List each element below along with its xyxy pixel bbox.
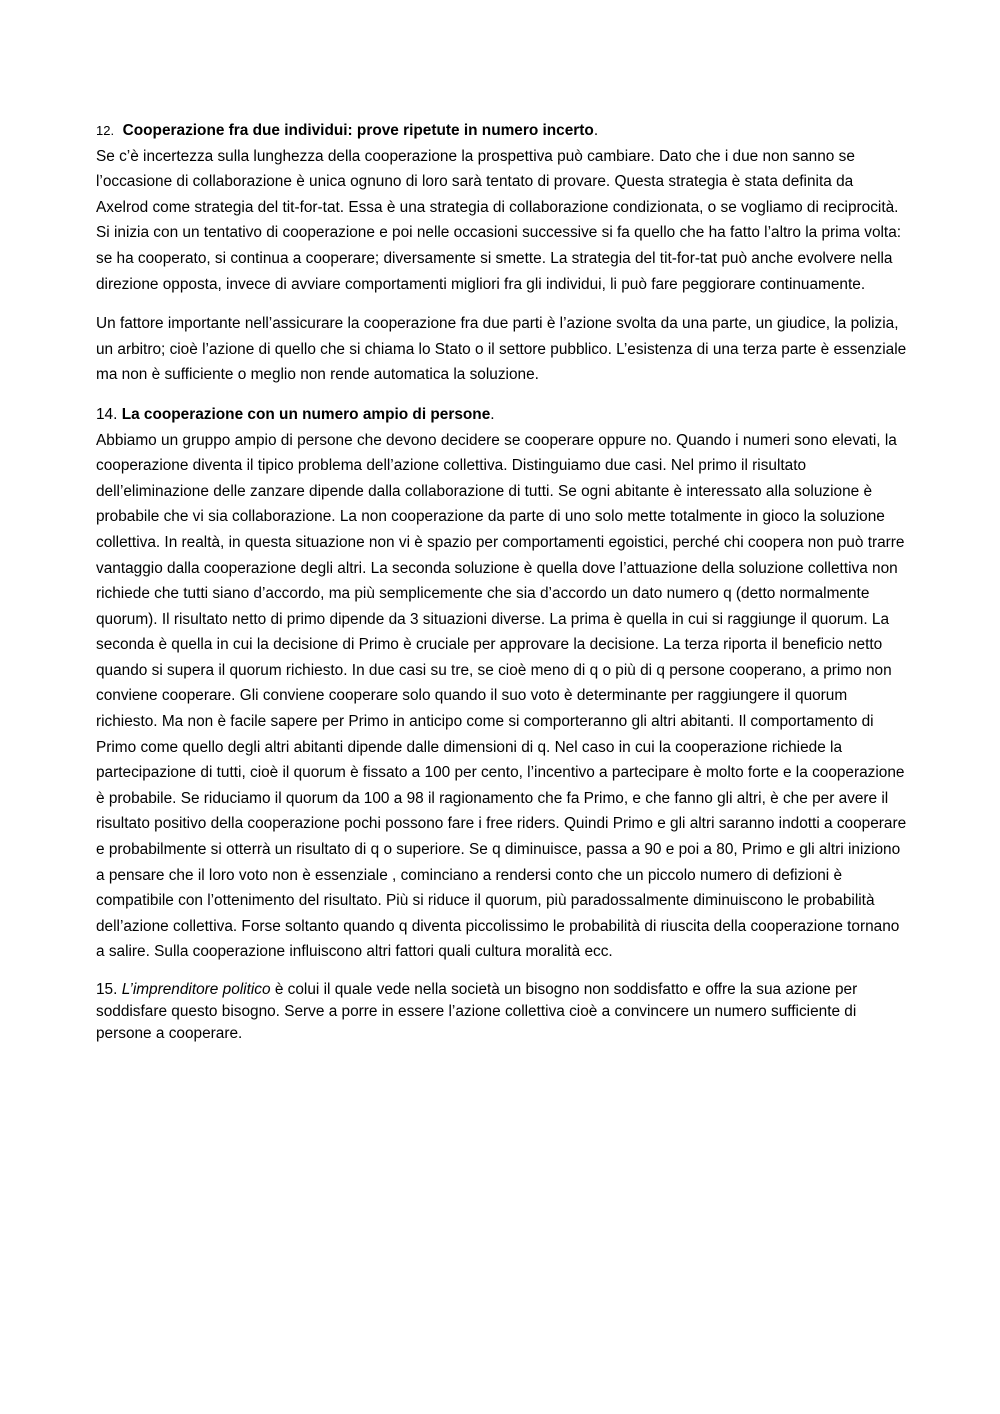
- section-14-number: 14.: [96, 405, 118, 423]
- section-12-body: Se c’è incertezza sulla lunghezza della cooperazione la prospettiva può cambiare. Dato che i due non sanno se l’occasione di collaborazione è unica ognuno di loro sarà tentato di provare. Questa strategia è stata definita da Axelrod come strategia del tit-for-tat. Essa è una strategia di collaborazione condizionata, o se vogliamo di reciprocità. Si inizia con un tentativo di cooperazione e poi nelle occasioni successive si fa quello che ha fatto l’altro la prima volta: se ha cooperato, si continua a cooperare; diversamente si smette. La strategia del tit-for-tat può anche evolvere nella direzione opposta, invece di avviare comportamenti migliori fra gli individui, li può fare peggiorare continuamente.: [96, 147, 902, 293]
- section-14-heading: [96, 402, 908, 428]
- section-14-title: La cooperazione con un numero ampio di persone: [121, 405, 491, 423]
- section-12-heading: [96, 118, 908, 144]
- section-12-title: Cooperazione fra due individui: prove ripetute in numero incerto: [122, 122, 594, 139]
- section-15-number: 15.: [96, 981, 118, 998]
- section-15-term: L’imprenditore politico: [121, 981, 271, 998]
- section-12-number: 12.: [96, 123, 115, 138]
- section-14-body: Abbiamo un gruppo ampio di persone che devono decidere se cooperare oppure no. Quando i numeri sono elevati, la cooperazione diventa il tipico problema dell’azione collettiva. Distinguiamo due casi. Nel primo il risultato dell’eliminazione delle zanzare dipende dalla collaborazione di tutti. Se ogni abitante è interessato alla soluzione è probabile che vi sia collaborazione. La non cooperazione da parte di uno solo mette totalmente in gioco la soluzione collettiva. In realtà, in questa situazione non vi è spazio per comportamenti egoistici, perché chi coopera non può trarre vantaggio dalla cooperazione degli altri. La seconda soluzione è quella dove l’attuazione della soluzione collettiva non richiede che tutti siano d’accordo, ma più semplicemente che sia d’accordo un dato numero q (detto normalmente quorum). Il risultato netto di primo dipende da 3 situazioni diverse. La prima è quella in cui si raggiunge il quorum. La seconda è quella in cui la decisione di Primo è cruciale per approvare la decisione. La terza riporta il beneficio netto quando si supera il quorum richiesto. In due casi su tre, se cioè meno di q o più di q persone cooperano, a primo non conviene cooperare. Gli conviene cooperare solo quando il suo voto è determinante per raggiungere il quorum richiesto. Ma non è facile sapere per Primo in anticipo come si comporteranno gli altri abitanti. Il comportamento di Primo come quello degli altri abitanti dipende dalle dimensioni di q. Nel caso in cui la cooperazione richiede la partecipazione di tutti, cioè il quorum è fissato a 100 per cento, l’incentivo a partecipare è molto forte e la cooperazione è probabile. Se riduciamo il quorum da 100 a 98 il ragionamento che fa Primo, e che fanno gli altri, è che per avere il risultato positivo della cooperazione pochi possono fare i free riders. Quindi Primo e gli altri saranno indotti a cooperare e probabilmente si otterrà un risultato di q o superiore. Se q diminuisce, passa a 90 e poi a 80, Primo e gli altri iniziono a pensare che il loro voto non è essenziale , cominciano a rendersi conto che un piccolo numero di defizioni è compatibile con l’ottenimento del risultato. Più si riduce il quorum, più paradossalmente diminuiscono le probabilità dell’azione collettiva. Forse soltanto quando q diventa piccolissimo le probabilità di riuscita della cooperazione tornano a salire. Sulla cooperazione influiscono altri fattori quali cultura moralità ecc.: [96, 431, 907, 961]
- section-14-title-end: .: [490, 405, 495, 423]
- paragraph-third-party: Un fattore importante nell’assicurare la cooperazione fra due parti è l’azione svolta da una parte, un giudice, la polizia, un arbitro; cioè l’azione di quello che si chiama lo Stato o il settore pubblico. L’esistenza di una terza parte è essenziale ma non è sufficiente o meglio non rende automatica la soluzione.: [96, 315, 907, 384]
- section-12-title-end: .: [593, 122, 599, 139]
- document-body: [96, 118, 908, 1059]
- section-14: [96, 402, 908, 965]
- section-15: [96, 979, 908, 1045]
- section-12: [96, 118, 908, 297]
- section-15-body: è colui il quale vede nella società un bisogno non soddisfatto e offre la sua azione per soddisfare questo bisogno. Serve a porre in essere l’azione collettiva cioè a convincere un numero sufficiente di persone a cooperare.: [96, 981, 858, 1042]
